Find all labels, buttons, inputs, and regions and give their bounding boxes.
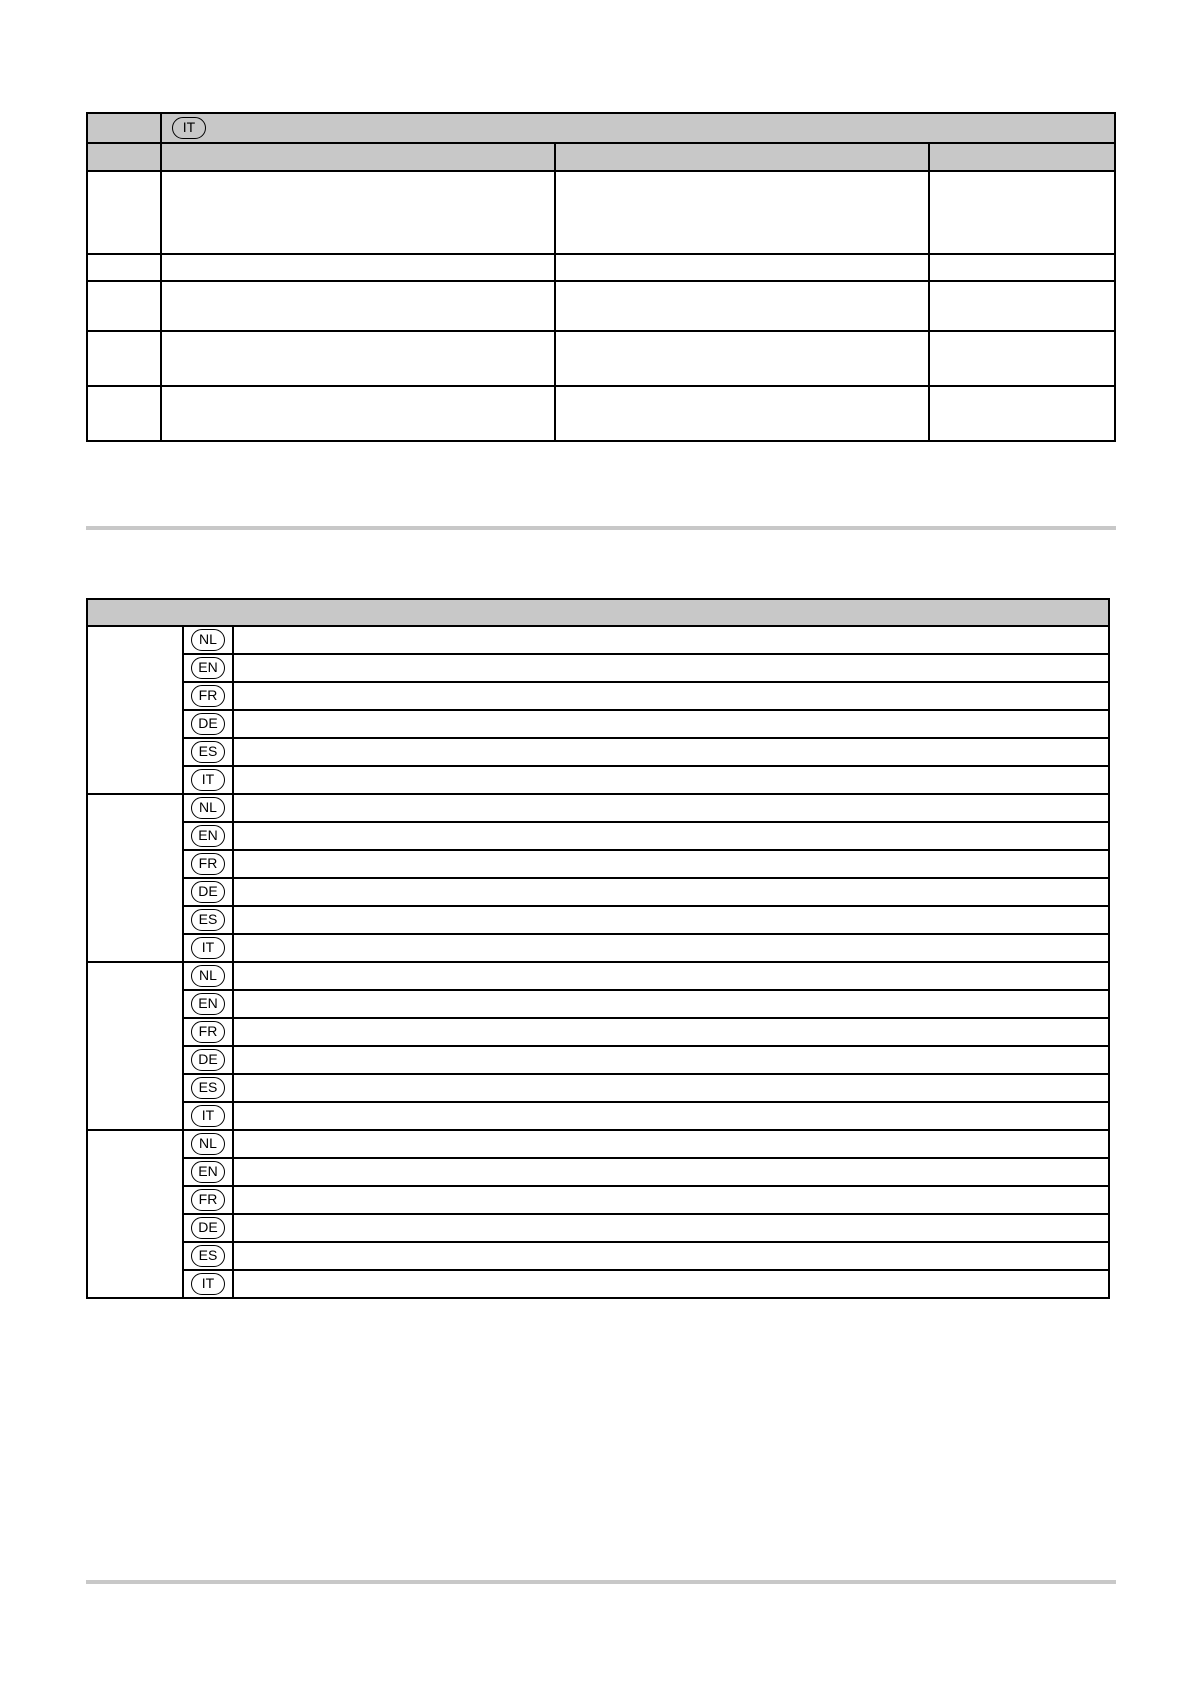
language-es-icon: ES xyxy=(191,909,225,931)
table-row xyxy=(87,171,1115,254)
language-text-cell xyxy=(233,794,1109,822)
language-text-cell xyxy=(233,934,1109,962)
language-en-icon: EN xyxy=(191,657,225,679)
language-de-icon: DE xyxy=(191,713,225,735)
language-text-cell xyxy=(233,1018,1109,1046)
group-label-cell xyxy=(87,1130,183,1298)
language-en-icon: EN xyxy=(191,825,225,847)
language-code-cell xyxy=(183,1242,233,1270)
language-it-icon: IT xyxy=(172,117,206,139)
language-code-cell xyxy=(183,766,233,794)
language-code-cell xyxy=(183,934,233,962)
language-de-icon: DE xyxy=(191,881,225,903)
language-text-cell xyxy=(233,962,1109,990)
group-label-cell xyxy=(87,626,183,794)
language-text-cell xyxy=(233,710,1109,738)
language-text-cell xyxy=(233,626,1109,654)
language-text-cell xyxy=(233,682,1109,710)
language-row xyxy=(87,710,1109,738)
language-nl-icon: NL xyxy=(191,1133,225,1155)
language-text-cell xyxy=(233,822,1109,850)
table-cell xyxy=(555,331,929,386)
language-row xyxy=(87,934,1109,962)
language-text-cell xyxy=(233,1046,1109,1074)
language-row xyxy=(87,794,1109,822)
language-row xyxy=(87,962,1109,990)
language-text-cell xyxy=(233,1242,1109,1270)
footer-divider xyxy=(86,1580,1116,1584)
header-language-cell xyxy=(161,113,1115,143)
language-es-icon: ES xyxy=(191,1245,225,1267)
language-text-cell xyxy=(233,1158,1109,1186)
language-code-cell xyxy=(183,1270,233,1298)
table-cell xyxy=(929,386,1115,441)
table-cell xyxy=(161,254,555,281)
language-de-icon: DE xyxy=(191,1049,225,1071)
table-cell xyxy=(87,281,161,331)
language-row xyxy=(87,850,1109,878)
column-header xyxy=(929,143,1115,171)
section-divider xyxy=(86,526,1116,530)
language-text-cell xyxy=(233,1186,1109,1214)
language-row xyxy=(87,1074,1109,1102)
table-cell xyxy=(555,171,929,254)
language-it-icon: IT xyxy=(191,769,225,791)
language-text-cell xyxy=(233,738,1109,766)
table-row xyxy=(87,281,1115,331)
language-code-cell xyxy=(183,1074,233,1102)
language-table-header-row xyxy=(87,599,1109,626)
language-code-cell xyxy=(183,738,233,766)
language-text-cell xyxy=(233,766,1109,794)
language-en-icon: EN xyxy=(191,1161,225,1183)
language-code-cell xyxy=(183,1102,233,1130)
language-text-cell xyxy=(233,878,1109,906)
language-code-cell xyxy=(183,850,233,878)
table-cell xyxy=(87,171,161,254)
language-text-cell xyxy=(233,1074,1109,1102)
language-row xyxy=(87,1158,1109,1186)
language-row xyxy=(87,1130,1109,1158)
language-row xyxy=(87,1214,1109,1242)
language-row xyxy=(87,822,1109,850)
group-label-cell xyxy=(87,794,183,962)
table-cell xyxy=(87,331,161,386)
table-cell xyxy=(929,171,1115,254)
table-cell xyxy=(929,331,1115,386)
language-code-cell xyxy=(183,878,233,906)
language-code-cell xyxy=(183,710,233,738)
language-code-cell xyxy=(183,1186,233,1214)
language-nl-icon: NL xyxy=(191,629,225,651)
language-code-cell xyxy=(183,1018,233,1046)
language-row xyxy=(87,654,1109,682)
language-code-cell xyxy=(183,654,233,682)
language-code-cell xyxy=(183,1046,233,1074)
language-code-cell xyxy=(183,962,233,990)
language-text-cell xyxy=(233,1102,1109,1130)
language-row xyxy=(87,878,1109,906)
language-row xyxy=(87,626,1109,654)
table-row xyxy=(87,331,1115,386)
language-it-icon: IT xyxy=(191,1105,225,1127)
table-cell xyxy=(555,386,929,441)
language-text-cell xyxy=(233,906,1109,934)
language-table xyxy=(86,598,1110,1299)
language-es-icon: ES xyxy=(191,1077,225,1099)
column-header xyxy=(87,143,161,171)
table-cell xyxy=(555,254,929,281)
language-code-cell xyxy=(183,1130,233,1158)
language-nl-icon: NL xyxy=(191,965,225,987)
table-cell xyxy=(555,281,929,331)
language-code-cell xyxy=(183,794,233,822)
language-it-icon: IT xyxy=(191,937,225,959)
table-cell xyxy=(161,331,555,386)
column-header-row xyxy=(87,143,1115,171)
language-code-cell xyxy=(183,822,233,850)
language-row xyxy=(87,738,1109,766)
language-row xyxy=(87,682,1109,710)
language-es-icon: ES xyxy=(191,741,225,763)
language-text-cell xyxy=(233,1214,1109,1242)
language-row xyxy=(87,1186,1109,1214)
language-row xyxy=(87,1102,1109,1130)
language-text-cell xyxy=(233,654,1109,682)
table-row xyxy=(87,386,1115,441)
product-spec-table xyxy=(86,112,1116,442)
language-text-cell xyxy=(233,1130,1109,1158)
table-cell xyxy=(161,281,555,331)
language-row xyxy=(87,990,1109,1018)
language-code-cell xyxy=(183,1158,233,1186)
column-header xyxy=(555,143,929,171)
language-it-icon: IT xyxy=(191,1273,225,1295)
language-row xyxy=(87,1242,1109,1270)
language-code-cell xyxy=(183,626,233,654)
language-fr-icon: FR xyxy=(191,1021,225,1043)
language-text-cell xyxy=(233,990,1109,1018)
language-fr-icon: FR xyxy=(191,1189,225,1211)
language-fr-icon: FR xyxy=(191,685,225,707)
language-code-cell xyxy=(183,906,233,934)
table-cell xyxy=(87,254,161,281)
language-row xyxy=(87,1046,1109,1074)
language-en-icon: EN xyxy=(191,993,225,1015)
language-table-header xyxy=(87,599,1109,626)
language-code-cell xyxy=(183,1214,233,1242)
table-row xyxy=(87,254,1115,281)
table-cell xyxy=(929,281,1115,331)
language-row xyxy=(87,1018,1109,1046)
language-text-cell xyxy=(233,1270,1109,1298)
language-header-row xyxy=(87,113,1115,143)
language-row xyxy=(87,766,1109,794)
table-cell xyxy=(87,386,161,441)
language-row xyxy=(87,906,1109,934)
header-blank-cell xyxy=(87,113,161,143)
group-label-cell xyxy=(87,962,183,1130)
language-fr-icon: FR xyxy=(191,853,225,875)
language-row xyxy=(87,1270,1109,1298)
table-cell xyxy=(161,386,555,441)
language-code-cell xyxy=(183,682,233,710)
language-text-cell xyxy=(233,850,1109,878)
table-cell xyxy=(161,171,555,254)
language-de-icon: DE xyxy=(191,1217,225,1239)
table-cell xyxy=(929,254,1115,281)
language-code-cell xyxy=(183,990,233,1018)
column-header xyxy=(161,143,555,171)
language-nl-icon: NL xyxy=(191,797,225,819)
